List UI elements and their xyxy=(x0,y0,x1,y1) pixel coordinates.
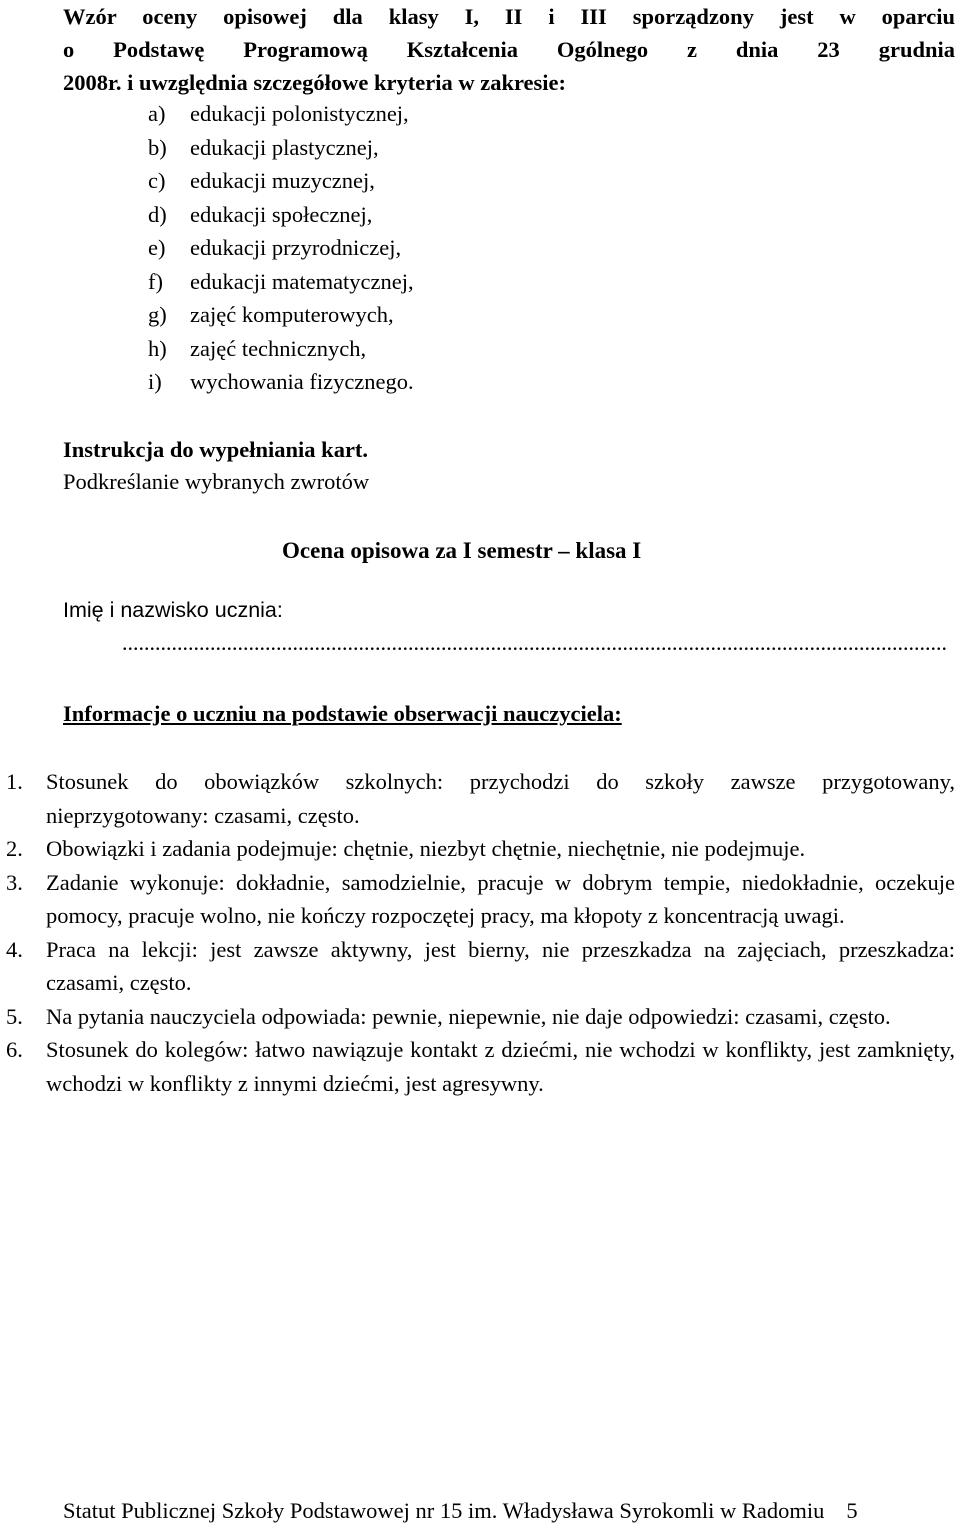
observation-text: Obowiązki i zadania podejmuje: chętnie, niezbyt chętnie, niechętnie, nie podejmuje. xyxy=(46,836,806,861)
observation-number: 6. xyxy=(6,1037,23,1062)
observation-item xyxy=(6,933,955,1000)
criteria-letter: b) xyxy=(148,134,167,160)
criteria-letter: h) xyxy=(148,335,167,361)
criteria-letter: g) xyxy=(148,302,167,327)
criteria-item xyxy=(148,365,414,399)
criteria-text: zajęć technicznych, xyxy=(190,335,367,361)
observation-text: Stosunek do obowiązków szkolnych: przychodzi do szkoły zawsze przygotowany, nieprzygotowany: czasami, często. xyxy=(46,769,955,828)
student-name-blank: ...................................................................................................................................................... xyxy=(122,633,947,653)
criteria-item xyxy=(148,265,414,299)
observation-number: 1. xyxy=(6,769,23,794)
criteria-item xyxy=(148,97,414,131)
observation-item xyxy=(6,1000,955,1034)
criteria-letter: c) xyxy=(148,168,166,193)
instructions-text: Podkreślanie wybranych zwrotów xyxy=(63,469,370,494)
instructions-title: Instrukcja do wypełniania kart. xyxy=(63,437,369,462)
footer-text: Statut Publicznej Szkoły Podstawowej nr 15 im. Władysława Syrokomli w Radomiu xyxy=(63,1498,825,1523)
observation-number: 3. xyxy=(6,869,23,895)
criteria-item xyxy=(148,164,414,198)
intro-paragraph xyxy=(63,0,955,99)
intro-line-2: o Podstawę Programową Kształcenia Ogólnego z dnia 23 grudnia xyxy=(63,37,955,62)
criteria-text: edukacji społecznej, xyxy=(190,201,373,227)
intro-line-1: Wzór oceny opisowej dla klasy I, II i III sporządzony jest w oparciu xyxy=(63,4,955,29)
page-footer xyxy=(63,1497,858,1525)
criteria-text: edukacji matematycznej, xyxy=(190,268,414,294)
observation-text: Praca na lekcji: jest zawsze aktywny, jest bierny, nie przeszkadza na zajęciach, przeszkadza: czasami, często. xyxy=(46,936,955,995)
criteria-item xyxy=(148,332,414,366)
semester-title: Ocena opisowa za I semestr – klasa I xyxy=(282,538,642,563)
observations-list xyxy=(6,765,955,1100)
criteria-item xyxy=(148,298,414,332)
criteria-text: zajęć komputerowych, xyxy=(190,302,394,327)
criteria-letter: e) xyxy=(148,235,166,260)
page-number: 5 xyxy=(846,1498,858,1523)
observation-item xyxy=(6,866,955,933)
observation-number: 5. xyxy=(6,1003,23,1029)
observation-item xyxy=(6,832,955,866)
observation-number: 2. xyxy=(6,836,23,861)
observation-text: Zadanie wykonuje: dokładnie, samodzielnie, pracuje w dobrym tempie, niedokładnie, oczekuje pomocy, pracuje wolno, nie kończy rozpoczętej pracy, ma kłopoty z koncentracją uwagi. xyxy=(46,869,955,928)
criteria-text: edukacji polonistycznej, xyxy=(190,101,409,126)
criteria-text: edukacji muzycznej, xyxy=(190,168,375,193)
observation-item xyxy=(6,1033,955,1100)
criteria-letter: d) xyxy=(148,201,167,227)
intro-line-3: 2008r. i uwzględnia szczegółowe kryteria w zakresie: xyxy=(63,70,567,95)
observation-text: Stosunek do kolegów: łatwo nawiązuje kontakt z dziećmi, nie wchodzi w konflikty, jest zamknięty, wchodzi w konflikty z innymi dziećmi, jest agresywny. xyxy=(46,1037,955,1096)
criteria-text: edukacji plastycznej, xyxy=(190,134,379,160)
criteria-item xyxy=(148,231,414,265)
criteria-letter: i) xyxy=(148,369,162,394)
criteria-list xyxy=(148,97,414,399)
criteria-text: wychowania fizycznego. xyxy=(190,369,414,394)
criteria-text: edukacji przyrodniczej, xyxy=(190,235,402,260)
observation-item xyxy=(6,765,955,832)
criteria-item xyxy=(148,198,414,232)
student-name-label: Imię i nazwisko ucznia: xyxy=(63,598,283,622)
info-header: Informacje o uczniu na podstawie obserwacji nauczyciela: xyxy=(63,701,622,726)
criteria-letter: f) xyxy=(148,268,163,294)
criteria-letter: a) xyxy=(148,101,166,126)
observation-number: 4. xyxy=(6,936,23,962)
observation-text: Na pytania nauczyciela odpowiada: pewnie, niepewnie, nie daje odpowiedzi: czasami, często. xyxy=(46,1003,891,1029)
criteria-item xyxy=(148,131,414,165)
